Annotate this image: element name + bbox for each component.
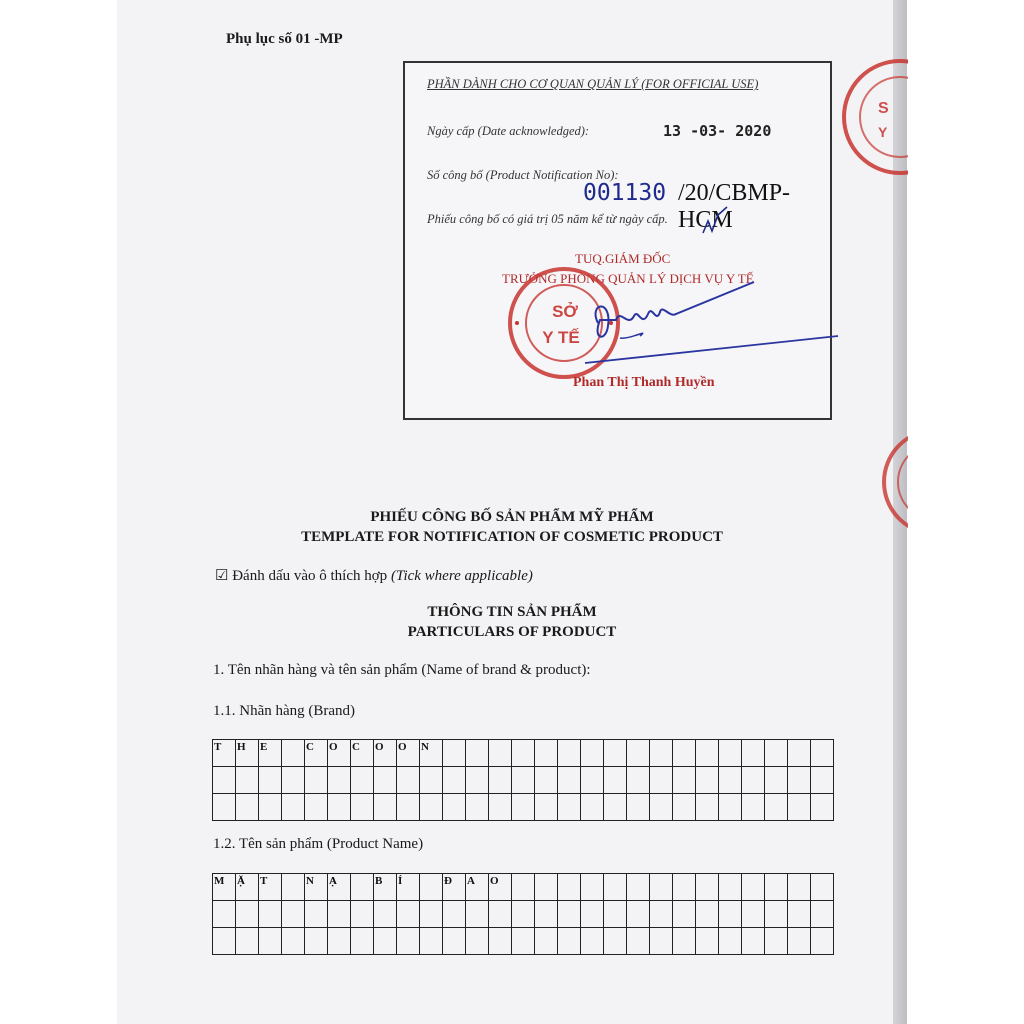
product-cell xyxy=(282,901,305,928)
brand-cell xyxy=(351,767,374,794)
product-cell: Ặ xyxy=(236,874,259,901)
product-cell xyxy=(236,928,259,955)
product-cell xyxy=(788,874,811,901)
brand-cell xyxy=(765,767,788,794)
product-cell xyxy=(765,874,788,901)
product-cell xyxy=(282,874,305,901)
product-cell xyxy=(236,901,259,928)
product-cell xyxy=(443,901,466,928)
brand-cell xyxy=(397,794,420,821)
product-cell xyxy=(351,874,374,901)
product-cell xyxy=(558,901,581,928)
product-cell xyxy=(512,874,535,901)
brand-cell xyxy=(466,740,489,767)
brand-cell xyxy=(673,794,696,821)
brand-cell xyxy=(512,767,535,794)
edge-stamp-top xyxy=(838,55,908,180)
svg-text:SỞ: SỞ xyxy=(552,302,578,321)
product-cell xyxy=(535,874,558,901)
product-cell xyxy=(420,928,443,955)
brand-cell xyxy=(627,740,650,767)
brand-cell xyxy=(650,767,673,794)
brand-cell xyxy=(627,767,650,794)
signer-name: Phan Thị Thanh Huyền xyxy=(573,375,715,390)
section-title-vietnamese: THÔNG TIN SẢN PHẨM xyxy=(427,604,597,620)
signature xyxy=(580,268,840,383)
brand-cell xyxy=(811,794,834,821)
product-cell xyxy=(512,928,535,955)
brand-cell xyxy=(558,794,581,821)
product-cell xyxy=(466,928,489,955)
brand-cell xyxy=(650,794,673,821)
product-cell xyxy=(742,928,765,955)
initial-mark xyxy=(700,203,730,238)
title-vietnamese: PHIẾU CÔNG BỐ SẢN PHẨM MỸ PHẨM xyxy=(370,509,654,525)
product-cell xyxy=(581,874,604,901)
brand-cell xyxy=(328,794,351,821)
product-cell xyxy=(374,928,397,955)
grid-row xyxy=(213,767,834,794)
svg-text:Y TẾ: Y TẾ xyxy=(542,328,580,347)
product-cell xyxy=(535,928,558,955)
brand-cell xyxy=(696,794,719,821)
grid-row xyxy=(213,874,834,901)
product-cell xyxy=(765,901,788,928)
svg-text:Y: Y xyxy=(878,124,888,140)
brand-cell: O xyxy=(397,740,420,767)
brand-cell xyxy=(489,740,512,767)
product-cell xyxy=(604,901,627,928)
product-cell xyxy=(696,928,719,955)
product-cell xyxy=(719,874,742,901)
product-cell xyxy=(673,901,696,928)
product-cell xyxy=(742,901,765,928)
product-cell xyxy=(811,928,834,955)
product-cell xyxy=(788,928,811,955)
brand-cell xyxy=(282,740,305,767)
brand-cell xyxy=(696,767,719,794)
brand-cell: C xyxy=(351,740,374,767)
brand-cell xyxy=(788,794,811,821)
product-cell xyxy=(443,928,466,955)
checkbox-icon: ☑ xyxy=(215,568,229,584)
product-cell xyxy=(581,928,604,955)
product-cell xyxy=(351,901,374,928)
product-cell xyxy=(466,901,489,928)
brand-cell: C xyxy=(305,740,328,767)
brand-cell xyxy=(351,794,374,821)
product-cell xyxy=(282,928,305,955)
product-cell xyxy=(535,901,558,928)
brand-cell xyxy=(581,794,604,821)
product-cell xyxy=(627,928,650,955)
brand-cell xyxy=(213,767,236,794)
product-cell: O xyxy=(489,874,512,901)
brand-cell xyxy=(811,767,834,794)
product-cell xyxy=(673,874,696,901)
grid-row xyxy=(213,928,834,955)
brand-cell xyxy=(236,794,259,821)
brand-cell xyxy=(558,767,581,794)
product-cell xyxy=(788,901,811,928)
brand-cell xyxy=(328,767,351,794)
product-cell xyxy=(558,928,581,955)
brand-cell xyxy=(604,794,627,821)
product-cell xyxy=(213,928,236,955)
date-value: 13 -03- 2020 xyxy=(663,122,772,140)
brand-cell xyxy=(650,740,673,767)
tick-text-en: (Tick where applicable) xyxy=(390,568,533,584)
brand-cell xyxy=(765,794,788,821)
question-brand: 1.1. Nhãn hàng (Brand) xyxy=(213,703,356,719)
brand-cell xyxy=(673,767,696,794)
brand-cell xyxy=(604,767,627,794)
product-cell xyxy=(811,874,834,901)
brand-cell xyxy=(742,794,765,821)
tick-text: Đánh dấu vào ô thích hợp xyxy=(232,568,388,584)
director-title: TUQ.GIÁM ĐỐC xyxy=(575,251,671,266)
brand-cell xyxy=(811,740,834,767)
product-cell xyxy=(259,928,282,955)
brand-cell xyxy=(305,794,328,821)
brand-cell xyxy=(305,767,328,794)
brand-cell xyxy=(236,767,259,794)
brand-cell xyxy=(420,767,443,794)
brand-cell xyxy=(788,767,811,794)
brand-cell xyxy=(259,794,282,821)
brand-cell xyxy=(466,767,489,794)
grid-row xyxy=(213,901,834,928)
department-title: TRƯỞNG PHÒNG QUẢN LÝ DỊCH VỤ Y TẾ xyxy=(502,271,754,286)
brand-cell xyxy=(788,740,811,767)
product-cell xyxy=(696,874,719,901)
product-cell xyxy=(719,928,742,955)
product-cell: Í xyxy=(397,874,420,901)
product-cell xyxy=(742,874,765,901)
notification-number-suffix: /20/CBMP-HCM xyxy=(678,180,791,233)
product-name-grid xyxy=(212,873,834,955)
product-cell xyxy=(328,928,351,955)
brand-cell xyxy=(604,740,627,767)
brand-cell xyxy=(673,740,696,767)
product-cell xyxy=(604,928,627,955)
brand-grid xyxy=(212,739,834,821)
product-cell xyxy=(259,901,282,928)
brand-cell xyxy=(282,794,305,821)
brand-cell xyxy=(581,740,604,767)
date-label: Ngày cấp (Date acknowledged): xyxy=(427,124,590,138)
brand-cell: H xyxy=(236,740,259,767)
product-cell: A xyxy=(466,874,489,901)
product-cell xyxy=(489,928,512,955)
product-cell xyxy=(351,928,374,955)
brand-cell xyxy=(742,767,765,794)
official-use-title: PHẦN DÀNH CHO CƠ QUAN QUẢN LÝ (FOR OFFICIAL USE) xyxy=(427,77,759,91)
brand-cell xyxy=(535,767,558,794)
product-cell xyxy=(650,874,673,901)
brand-cell xyxy=(535,794,558,821)
section-title-english: PARTICULARS OF PRODUCT xyxy=(407,624,617,640)
brand-cell: O xyxy=(328,740,351,767)
question-product-name: 1.2. Tên sản phẩm (Product Name) xyxy=(213,836,424,852)
svg-text:S: S xyxy=(878,100,889,117)
brand-cell xyxy=(558,740,581,767)
product-cell xyxy=(397,928,420,955)
brand-cell xyxy=(466,794,489,821)
grid-row xyxy=(213,740,834,767)
product-cell xyxy=(765,928,788,955)
product-cell xyxy=(420,874,443,901)
brand-cell xyxy=(719,740,742,767)
brand-cell: N xyxy=(420,740,443,767)
product-cell: Ạ xyxy=(328,874,351,901)
question-brand-product: 1. Tên nhãn hàng và tên sản phẩm (Name of brand & product): xyxy=(213,662,591,678)
tick-instruction xyxy=(215,566,533,585)
product-cell xyxy=(650,928,673,955)
product-cell: M xyxy=(213,874,236,901)
brand-cell: T xyxy=(213,740,236,767)
grid-row xyxy=(213,794,834,821)
notification-number-label: Số công bố (Product Notification No): xyxy=(427,168,619,182)
brand-cell xyxy=(374,767,397,794)
product-cell xyxy=(719,901,742,928)
product-cell xyxy=(328,901,351,928)
brand-cell xyxy=(282,767,305,794)
official-use-box xyxy=(403,61,832,420)
brand-cell xyxy=(397,767,420,794)
brand-cell xyxy=(512,740,535,767)
brand-cell xyxy=(627,794,650,821)
product-cell: T xyxy=(259,874,282,901)
product-cell xyxy=(604,874,627,901)
product-cell xyxy=(512,901,535,928)
title-english: TEMPLATE FOR NOTIFICATION OF COSMETIC PRODUCT xyxy=(301,529,723,545)
validity-note: Phiếu công bố có giá trị 05 năm kể từ ngày cấp. xyxy=(427,212,668,226)
brand-cell xyxy=(489,767,512,794)
annex-label: Phụ lục số 01 -MP xyxy=(226,31,343,47)
product-cell xyxy=(213,901,236,928)
brand-cell xyxy=(443,767,466,794)
brand-cell xyxy=(719,767,742,794)
brand-cell xyxy=(581,767,604,794)
product-cell xyxy=(374,901,397,928)
product-cell: Đ xyxy=(443,874,466,901)
product-cell xyxy=(650,901,673,928)
brand-cell xyxy=(420,794,443,821)
brand-cell xyxy=(696,740,719,767)
brand-cell xyxy=(374,794,397,821)
product-cell xyxy=(696,901,719,928)
notification-number-value: 001130 xyxy=(583,180,667,206)
brand-cell xyxy=(742,740,765,767)
product-cell xyxy=(397,901,420,928)
brand-cell: E xyxy=(259,740,282,767)
brand-cell xyxy=(719,794,742,821)
product-cell xyxy=(627,874,650,901)
product-cell xyxy=(420,901,443,928)
product-cell xyxy=(305,928,328,955)
brand-cell xyxy=(213,794,236,821)
product-cell xyxy=(627,901,650,928)
brand-cell xyxy=(535,740,558,767)
product-cell xyxy=(558,874,581,901)
product-cell xyxy=(489,901,512,928)
brand-cell xyxy=(512,794,535,821)
product-cell xyxy=(811,901,834,928)
brand-cell xyxy=(443,794,466,821)
brand-cell xyxy=(443,740,466,767)
product-cell xyxy=(305,901,328,928)
brand-cell: O xyxy=(374,740,397,767)
product-cell: N xyxy=(305,874,328,901)
product-cell xyxy=(673,928,696,955)
product-cell: B xyxy=(374,874,397,901)
brand-cell xyxy=(489,794,512,821)
product-cell xyxy=(581,901,604,928)
brand-cell xyxy=(765,740,788,767)
brand-cell xyxy=(259,767,282,794)
